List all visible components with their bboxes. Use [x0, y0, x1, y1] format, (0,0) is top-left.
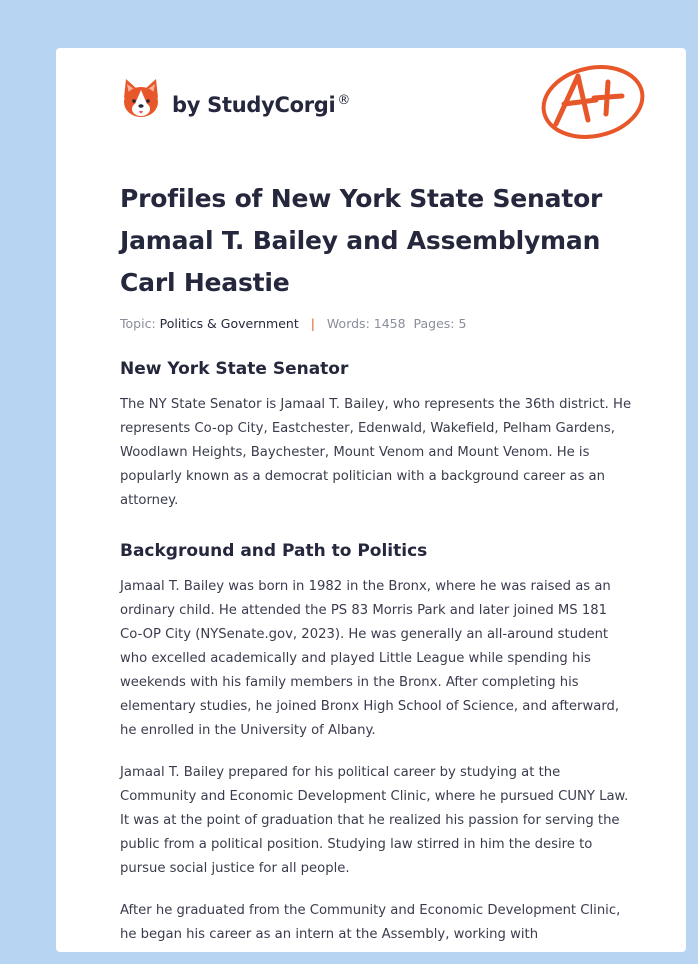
paragraph: Jamaal T. Bailey was born in 1982 in the Bronx, where he was raised as an ordinary child. He attended the PS 83 Morris Park and later joined MS 181 Co-OP City (NYSenate.gov, 2023). He was generally an all-around student who excelled academically and played Little League while spending his weekends with his family members in the Bronx. After completing his elementary studies, he joined Bronx High School of Science, and afterward, he enrolled in the University of Albany. — [120, 579, 620, 738]
document-content — [120, 178, 632, 947]
topic-link[interactable]: Politics & Government — [159, 316, 299, 331]
paragraph: The NY State Senator is Jamaal T. Bailey, who represents the 36th district. He represents Co-op City, Eastchester, Edenwald, Wakefield, Pelham Gardens, Woodlawn Heights, Baychester, Mount Venom and Mount Venom. He is popularly known as a democrat politician with a background career as an attorney. — [120, 397, 632, 508]
document-meta — [120, 316, 632, 331]
brand-name: by StudyCorgi ® — [172, 93, 351, 117]
word-count: 1458 — [373, 316, 406, 331]
words-label: Words: — [326, 316, 370, 331]
section-heading: Background and Path to Politics — [120, 541, 428, 561]
pages-label: Pages: — [413, 316, 455, 331]
topic-label: Topic: — [120, 316, 156, 331]
a-plus-grade-icon — [538, 60, 648, 140]
document-title: Profiles of New York State Senator Jamaal T. Bailey and Assemblyman Carl Heastie — [120, 184, 603, 297]
corgi-icon — [120, 76, 162, 120]
paragraph: After he graduated from the Community and Economic Development Clinic, he began his career as an intern at the Assembly, working with — [120, 903, 621, 942]
studycorgi-logo[interactable] — [120, 76, 350, 120]
document-page — [56, 48, 686, 952]
paragraph: Jamaal T. Bailey prepared for his political career by studying at the Community and Economic Development Clinic, where he pursued CUNY Law. It was at the point of graduation that he realized his passion for serving the public from a political position. Studying law stirred in him the desire to pursue social justice for all people. — [120, 765, 629, 876]
meta-separator: | — [310, 316, 315, 331]
page-count: 5 — [458, 316, 467, 331]
section-heading: New York State Senator — [120, 359, 349, 379]
